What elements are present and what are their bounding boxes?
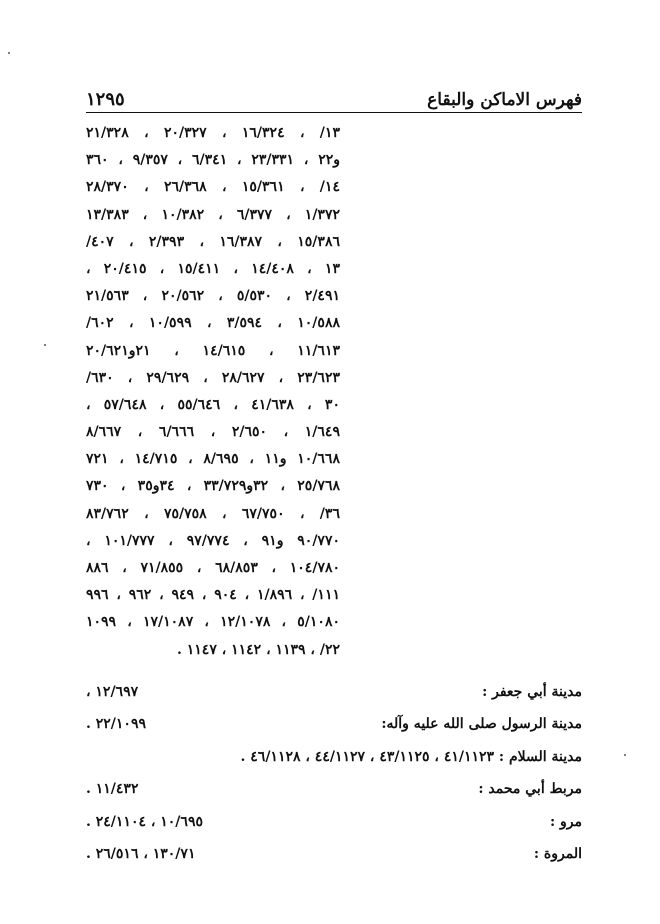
entry-term: مرو : xyxy=(549,813,582,830)
running-title: فهرس الاماكن والبقاع xyxy=(427,90,582,110)
index-line: ١٣/ ، ١٦/٣٢٤ ، ٢٠/٣٢٧ ، ٢١/٣٢٨ xyxy=(86,125,340,141)
index-line: ٢٣/٦٢٣ ، ٢٨/٦٢٧ ، ٢٩/٦٢٩ ، ٦٣٠/ xyxy=(86,369,340,386)
page-header xyxy=(86,80,582,110)
page-number: ١٢٩٥ xyxy=(86,89,125,110)
index-line: ٥/١٠٨٠ ، ١٢/١٠٧٨ ، ١٧/١٠٨٧ ، ١٠٩٩ xyxy=(86,614,340,631)
index-line: ١٠/٦٦٨ و١١ ، ٨/٦٩٥ ، ١٤/٧١٥ ، ٧٢١ xyxy=(86,451,340,468)
index-entry xyxy=(86,741,582,773)
entry-term: مدينة الرسول صلى الله عليه وآله: xyxy=(381,716,582,733)
index-entry xyxy=(86,676,582,708)
index-line: ١٠/٥٨٨ ، ٣/٥٩٤ ، ١٠/٥٩٩ ، ٦٠٢/ xyxy=(86,315,340,332)
index-line: و٢٢ ، ٢٣/٣٣١ ، ٦/٣٤١ ، ٩/٣٥٧ ، ٣٦٠ xyxy=(86,152,340,169)
scan-speck xyxy=(8,52,10,54)
index-line: ١١/٦١٣ ، ١٤/٦١٥ ، ٢١و٢٠/٦٢١ xyxy=(86,342,340,359)
index-line: ٢٥/٧٦٨ ، ٣٢و٣٣/٧٢٩ ، ٣٤و٣٥ ، ٧٣٠ xyxy=(86,478,340,495)
index-line: ١/٦٤٩ ، ٢/٦٥٠ ، ٦/٦٦٦ ، ٨/٦٦٧ xyxy=(86,424,340,441)
index-line: ١١١/ ، ١/٨٩٦ ، ٩٠٤ ، ٩٤٩ ، ٩٦٢ ، ٩٩٦ xyxy=(86,587,340,604)
entry-pages: ١١/٤٣٢ . xyxy=(86,781,139,798)
entry-pages: ١٢/٦٩٧ ، xyxy=(86,684,139,700)
entry-pages: ١٣٠/٧١ ، ٢٦/٥١٦ . xyxy=(86,845,196,862)
continuation-block xyxy=(86,120,340,664)
index-line: ٩٠/٧٧٠ و٩١ ، ٩٧/٧٧٤ ، ١٠١/٧٧٧ ، xyxy=(86,532,340,549)
index-entry xyxy=(86,708,582,740)
header-rule xyxy=(86,112,582,113)
index-line: ٣٠ ، ٤١/٦٣٨ ، ٥٥/٦٤٦ ، ٥٧/٦٤٨ ، xyxy=(86,396,340,413)
index-line: ٢٢/ ، ١١٣٩ ، ١١٤٢ ، ١١٤٧ . xyxy=(177,641,340,658)
index-line: ٢/٤٩١ ، ٥/٥٣٠ ، ٢٠/٥٦٢ ، ٢١/٥٦٣ xyxy=(86,288,340,305)
scan-speck xyxy=(624,754,626,756)
entry-term: مدينة أبي جعفر : xyxy=(482,684,582,700)
entry-pages: ١٠/٦٩٥ ، ٢٤/١١٠٤ . xyxy=(86,813,203,830)
entry-term: مربط أبي محمد : xyxy=(478,781,582,798)
entry-term: المروة : xyxy=(533,845,582,862)
index-line: ١/٣٧٢ ، ٦/٣٧٧ ، ١٠/٣٨٢ ، ١٣/٣٨٣ xyxy=(86,206,340,223)
entry-term: مدينة السلام : ٤١/١١٢٣ ، ٤٣/١١٢٥ ، ٤٤/١١٢٧ ، ٤٦/١١٢٨ . xyxy=(240,748,582,765)
index-line: ٣٦/ ، ٦٧/٧٥٠ ، ٧٥/٧٥٨ ، ٨٣/٧٦٢ xyxy=(86,505,340,522)
index-entry xyxy=(86,806,582,838)
index-entry xyxy=(86,838,582,870)
scan-speck xyxy=(44,344,46,346)
index-entry xyxy=(86,773,582,805)
index-line: ١٤/ ، ١٥/٣٦١ ، ٢٦/٣٦٨ ، ٢٨/٣٧٠ xyxy=(86,179,340,196)
entry-pages: ٢٢/١٠٩٩ . xyxy=(86,716,146,733)
index-line: ١٣ ، ١٤/٤٠٨ ، ١٥/٤١١ ، ٢٠/٤١٥ ، xyxy=(86,260,340,277)
index-line: ١٠٤/٧٨٠ ، ٦٨/٨٥٣ ، ٧١/٨٥٥ ، ٨٨٦ xyxy=(86,560,340,576)
index-line: ١٥/٣٨٦ ، ١٦/٣٨٧ ، ٢/٣٩٣ ، ٤٠٧/ xyxy=(86,233,340,250)
index-entries xyxy=(86,676,582,870)
